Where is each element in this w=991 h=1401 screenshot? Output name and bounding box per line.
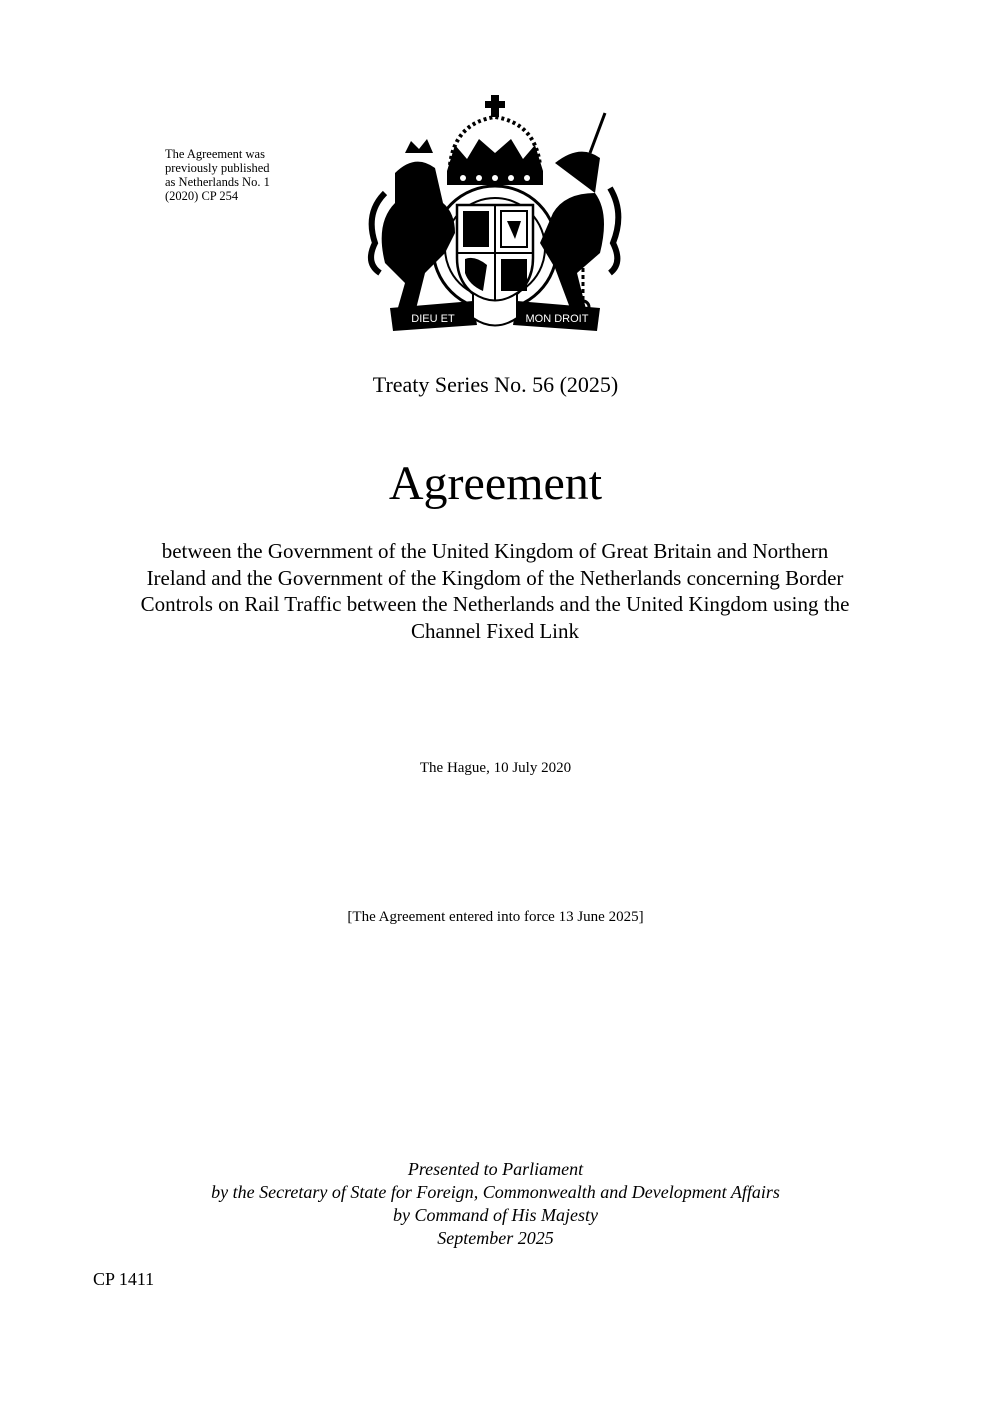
note-line: previously published — [165, 161, 270, 175]
note-line: (2020) CP 254 — [165, 189, 239, 203]
royal-coat-of-arms-icon — [355, 93, 635, 343]
svg-text:DIEU ET: DIEU ET — [411, 313, 455, 325]
entry-into-force: [The Agreement entered into force 13 June 2025] — [347, 909, 644, 925]
place-and-date: The Hague, 10 July 2020 — [419, 760, 572, 776]
note-line: The Agreement was — [165, 147, 265, 161]
description-line: between the Government of the United Kingdom of Great Britain and Northern — [161, 539, 829, 563]
presented-line: by Command of His Majesty — [393, 1205, 598, 1225]
presented-line: Presented to Parliament — [407, 1159, 584, 1179]
presented-line: September 2025 — [437, 1228, 554, 1248]
presented-to-parliament — [0, 1158, 991, 1250]
note-line: as Netherlands No. 1 — [165, 175, 270, 189]
agreement-description — [90, 538, 900, 644]
svg-text:MON DROIT: MON DROIT — [525, 313, 589, 325]
treaty-series-number: Treaty Series No. 56 (2025) — [372, 372, 619, 397]
presented-line: by the Secretary of State for Foreign, Commonwealth and Development Affairs — [211, 1182, 780, 1202]
description-line: Controls on Rail Traffic between the Netherlands and the United Kingdom using the — [140, 592, 850, 616]
previous-publication-note — [165, 147, 315, 203]
document-title: Agreement — [388, 457, 603, 510]
description-line: Ireland and the Government of the Kingdom of the Netherlands concerning Border — [146, 565, 844, 590]
command-paper-number: CP 1411 — [93, 1269, 155, 1289]
description-line: Channel Fixed Link — [411, 618, 579, 643]
